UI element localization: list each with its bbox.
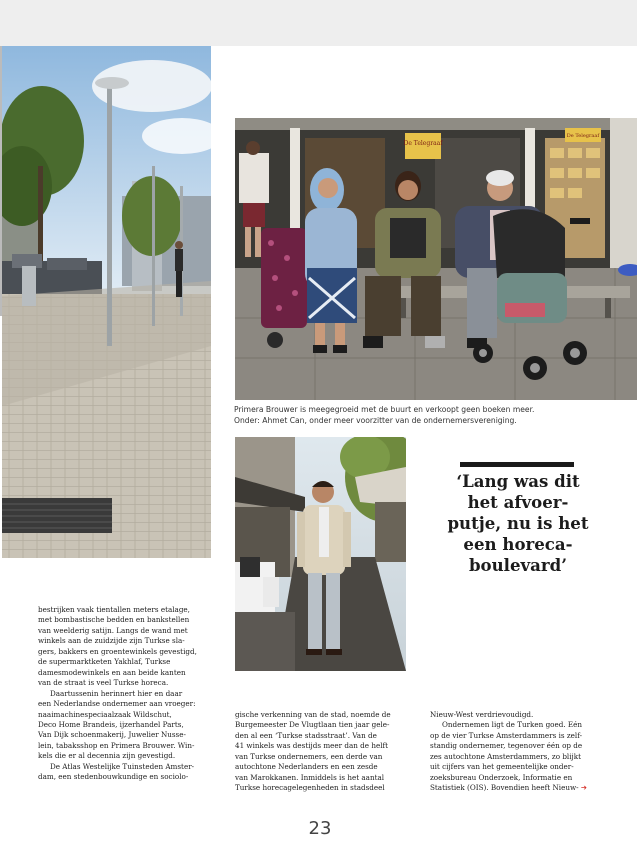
- man-boulevard-photo: [235, 437, 406, 671]
- quote-rule: [460, 462, 574, 467]
- quote-line: het afvoer-: [467, 492, 569, 512]
- paragraph: Nieuw-West verdrievoudigd.: [430, 710, 534, 719]
- caption-line-1: Primera Brouwer is meegegroeid met de buurt en verkoopt geen boeken meer.: [234, 405, 535, 414]
- body-column-3: [430, 710, 604, 794]
- continue-arrow-icon: ➔: [580, 783, 587, 793]
- caption-line-2: Onder: Ahmet Can, onder meer voorzitter van de ondernemersvereniging.: [234, 416, 517, 425]
- paragraph: bestrijken vaak tientallen meters etalage, met bombastische bedden en bankstellen van weelderig satijn. Langs de wand met winkels aan de zuidzijde zijn Turkse sla- gers, bakkers en groentewinkels gevestigd, de supermarktketen Yakhlaf, Turkse damesmodewinkels en aan beide kanten van de straat is veel Turkse horeca.: [38, 605, 197, 688]
- page-number: 23: [308, 818, 332, 839]
- shop-sign-1: De Telegraaf: [403, 140, 443, 147]
- street-photo: [2, 46, 211, 558]
- quote-line: een horeca-: [463, 534, 573, 554]
- body-column-1: [38, 605, 212, 783]
- quote-line: ‘Lang was dit: [456, 471, 580, 491]
- pull-quote: [440, 471, 596, 576]
- body-column-2: [235, 710, 409, 794]
- shop-bench-photo: [235, 118, 637, 400]
- photo-caption: [234, 404, 614, 426]
- paragraph: gische verkenning van de stad, noemde de Burgemeester De Vlugtlaan tien jaar gele- den al een ‘Turkse stadsstraat’. Van de 41 winkels was destijds meer dan de helft van Turkse ondernemers, een derde van autochtone Nederlanders en een zesde van Marokkanen. Inmiddels is het aantal Turkse horecagelegenheden in stadsdeel: [235, 710, 391, 793]
- quote-line: boulevard’: [468, 555, 568, 575]
- shop-sign-2: De Telegraaf: [566, 133, 600, 139]
- quote-line: putje, nu is het: [447, 513, 589, 533]
- top-margin-band: [0, 0, 637, 46]
- paragraph: De Atlas Westelijke Tuinsteden Amster- dam, een stedenbouwkundige en sociolo-: [38, 761, 195, 782]
- paragraph: Ondernemen ligt de Turken goed. Eén op de vier Turkse Amsterdammers is zelf- standig ondernemer, tegenover één op de zes autochtone Amsterdammers, zo blijkt uit cijfers van het gemeentelijke onder- zoeksbureau Onderzoek, Informatie en Statistiek (OIS). Bovendien heeft Nieuw- ➔: [430, 720, 587, 793]
- paragraph: Daartussenin herinnert hier en daar een Nederlandse ondernemer aan vroeger: naaimachinespeciaalzaak Wildschut, Deco Home Brandeis, ijzerhandel Parts, Van Dijk schoenmakerij, Juwelier Nusse- lein, tabaksshop en Primera Brouwer. Win- kels die er al decennia zijn gevestigd.: [38, 688, 196, 761]
